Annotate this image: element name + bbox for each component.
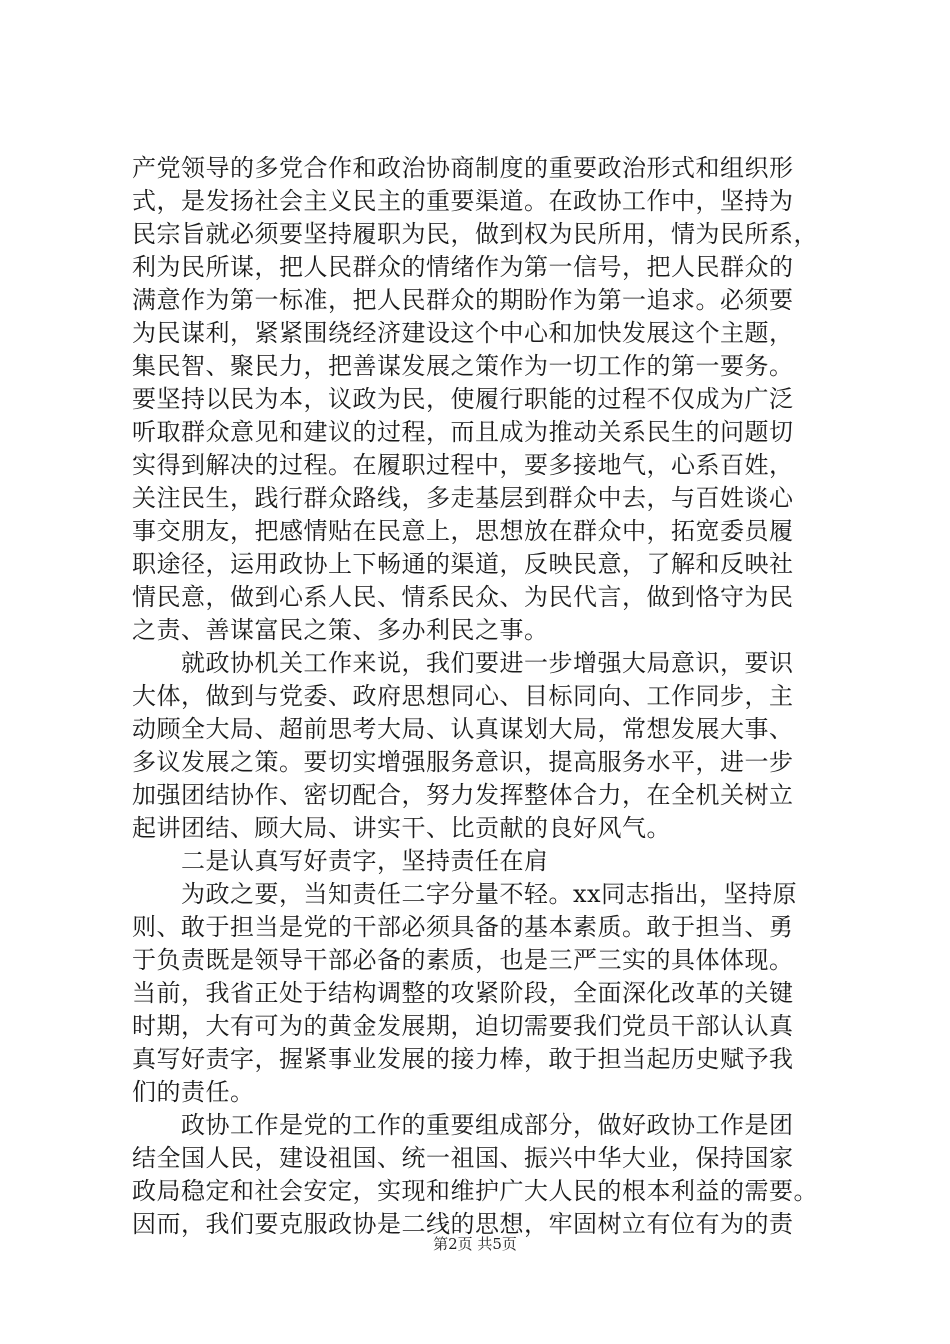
text-line: 利为民所谋，把人民群众的情绪作为第一信号，把人民群众的 xyxy=(132,253,794,281)
text-line: 为民谋利，紧紧围绕经济建设这个中心和加快发展这个主题， xyxy=(132,319,794,347)
text-line: 多议发展之策。要切实增强服务意识，提高服务水平，进一步 xyxy=(132,748,794,776)
text-line: 政局稳定和社会安定，实现和维护广大人民的根本利益的需要。 xyxy=(132,1177,818,1205)
text-line: 于负责既是领导干部必备的素质，也是三严三实的具体体现。 xyxy=(132,946,794,974)
document-body xyxy=(132,152,832,1241)
text-line: 动顾全大局、超前思考大局、认真谋划大局，常想发展大事、 xyxy=(132,715,794,743)
text-line: 起讲团结、顾大局、讲实干、比贡献的良好风气。 xyxy=(132,814,671,842)
text-line: 因而，我们要克服政协是二线的思想，牢固树立有位有为的责 xyxy=(132,1210,794,1238)
text-line: 为政之要，当知责任二字分量不轻。xx同志指出，坚持原 xyxy=(132,880,798,908)
text-line: 就政协机关工作来说，我们要进一步增强大局意识，要识 xyxy=(132,649,794,677)
text-line: 集民智、聚民力，把善谋发展之策作为一切工作的第一要务。 xyxy=(132,352,794,380)
text-line: 们的责任。 xyxy=(132,1078,255,1106)
text-line: 产党领导的多党合作和政治协商制度的重要政治形式和组织形 xyxy=(132,154,794,182)
text-line: 真写好责字，握紧事业发展的接力棒，敢于担当起历史赋予我 xyxy=(132,1045,794,1073)
text-line: 二是认真写好责字，坚持责任在肩 xyxy=(132,847,549,875)
text-line: 之责、善谋富民之策、多办利民之事。 xyxy=(132,616,549,644)
text-line: 当前，我省正处于结构调整的攻紧阶段，全面深化改革的关键 xyxy=(132,979,794,1007)
text-line: 加强团结协作、密切配合，努力发挥整体合力，在全机关树立 xyxy=(132,781,794,809)
text-line: 时期，大有可为的黄金发展期，迫切需要我们党员干部认认真 xyxy=(132,1012,794,1040)
text-line: 式，是发扬社会主义民主的重要渠道。在政协工作中，坚持为 xyxy=(132,187,794,215)
page-footer: 第2页 共5页 xyxy=(433,1235,517,1253)
text-line: 实得到解决的过程。在履职过程中，要多接地气，心系百姓， xyxy=(132,451,794,479)
text-line: 满意作为第一标准，把人民群众的期盼作为第一追求。必须要 xyxy=(132,286,794,314)
text-line: 事交朋友，把感情贴在民意上，思想放在群众中，拓宽委员履 xyxy=(132,517,794,545)
text-line: 要坚持以民为本，议政为民，使履行职能的过程不仅成为广泛 xyxy=(132,385,794,413)
text-line: 听取群众意见和建议的过程，而且成为推动关系民生的问题切 xyxy=(132,418,794,446)
text-line: 职途径，运用政协上下畅通的渠道，反映民意，了解和反映社 xyxy=(132,550,794,578)
text-line: 大体，做到与党委、政府思想同心、目标同向、工作同步，主 xyxy=(132,682,794,710)
text-line: 民宗旨就必须要坚持履职为民，做到权为民所用，情为民所系， xyxy=(132,220,818,248)
text-line: 情民意，做到心系人民、情系民众、为民代言，做到恪守为民 xyxy=(132,583,794,611)
text-line: 关注民生，践行群众路线，多走基层到群众中去，与百姓谈心 xyxy=(132,484,794,512)
text-line: 政协工作是党的工作的重要组成部分，做好政协工作是团 xyxy=(132,1111,794,1139)
text-line: 则、敢于担当是党的干部必须具备的基本素质。敢于担当、勇 xyxy=(132,913,794,941)
text-line: 结全国人民，建设祖国、统一祖国、振兴中华大业，保持国家 xyxy=(132,1144,794,1172)
